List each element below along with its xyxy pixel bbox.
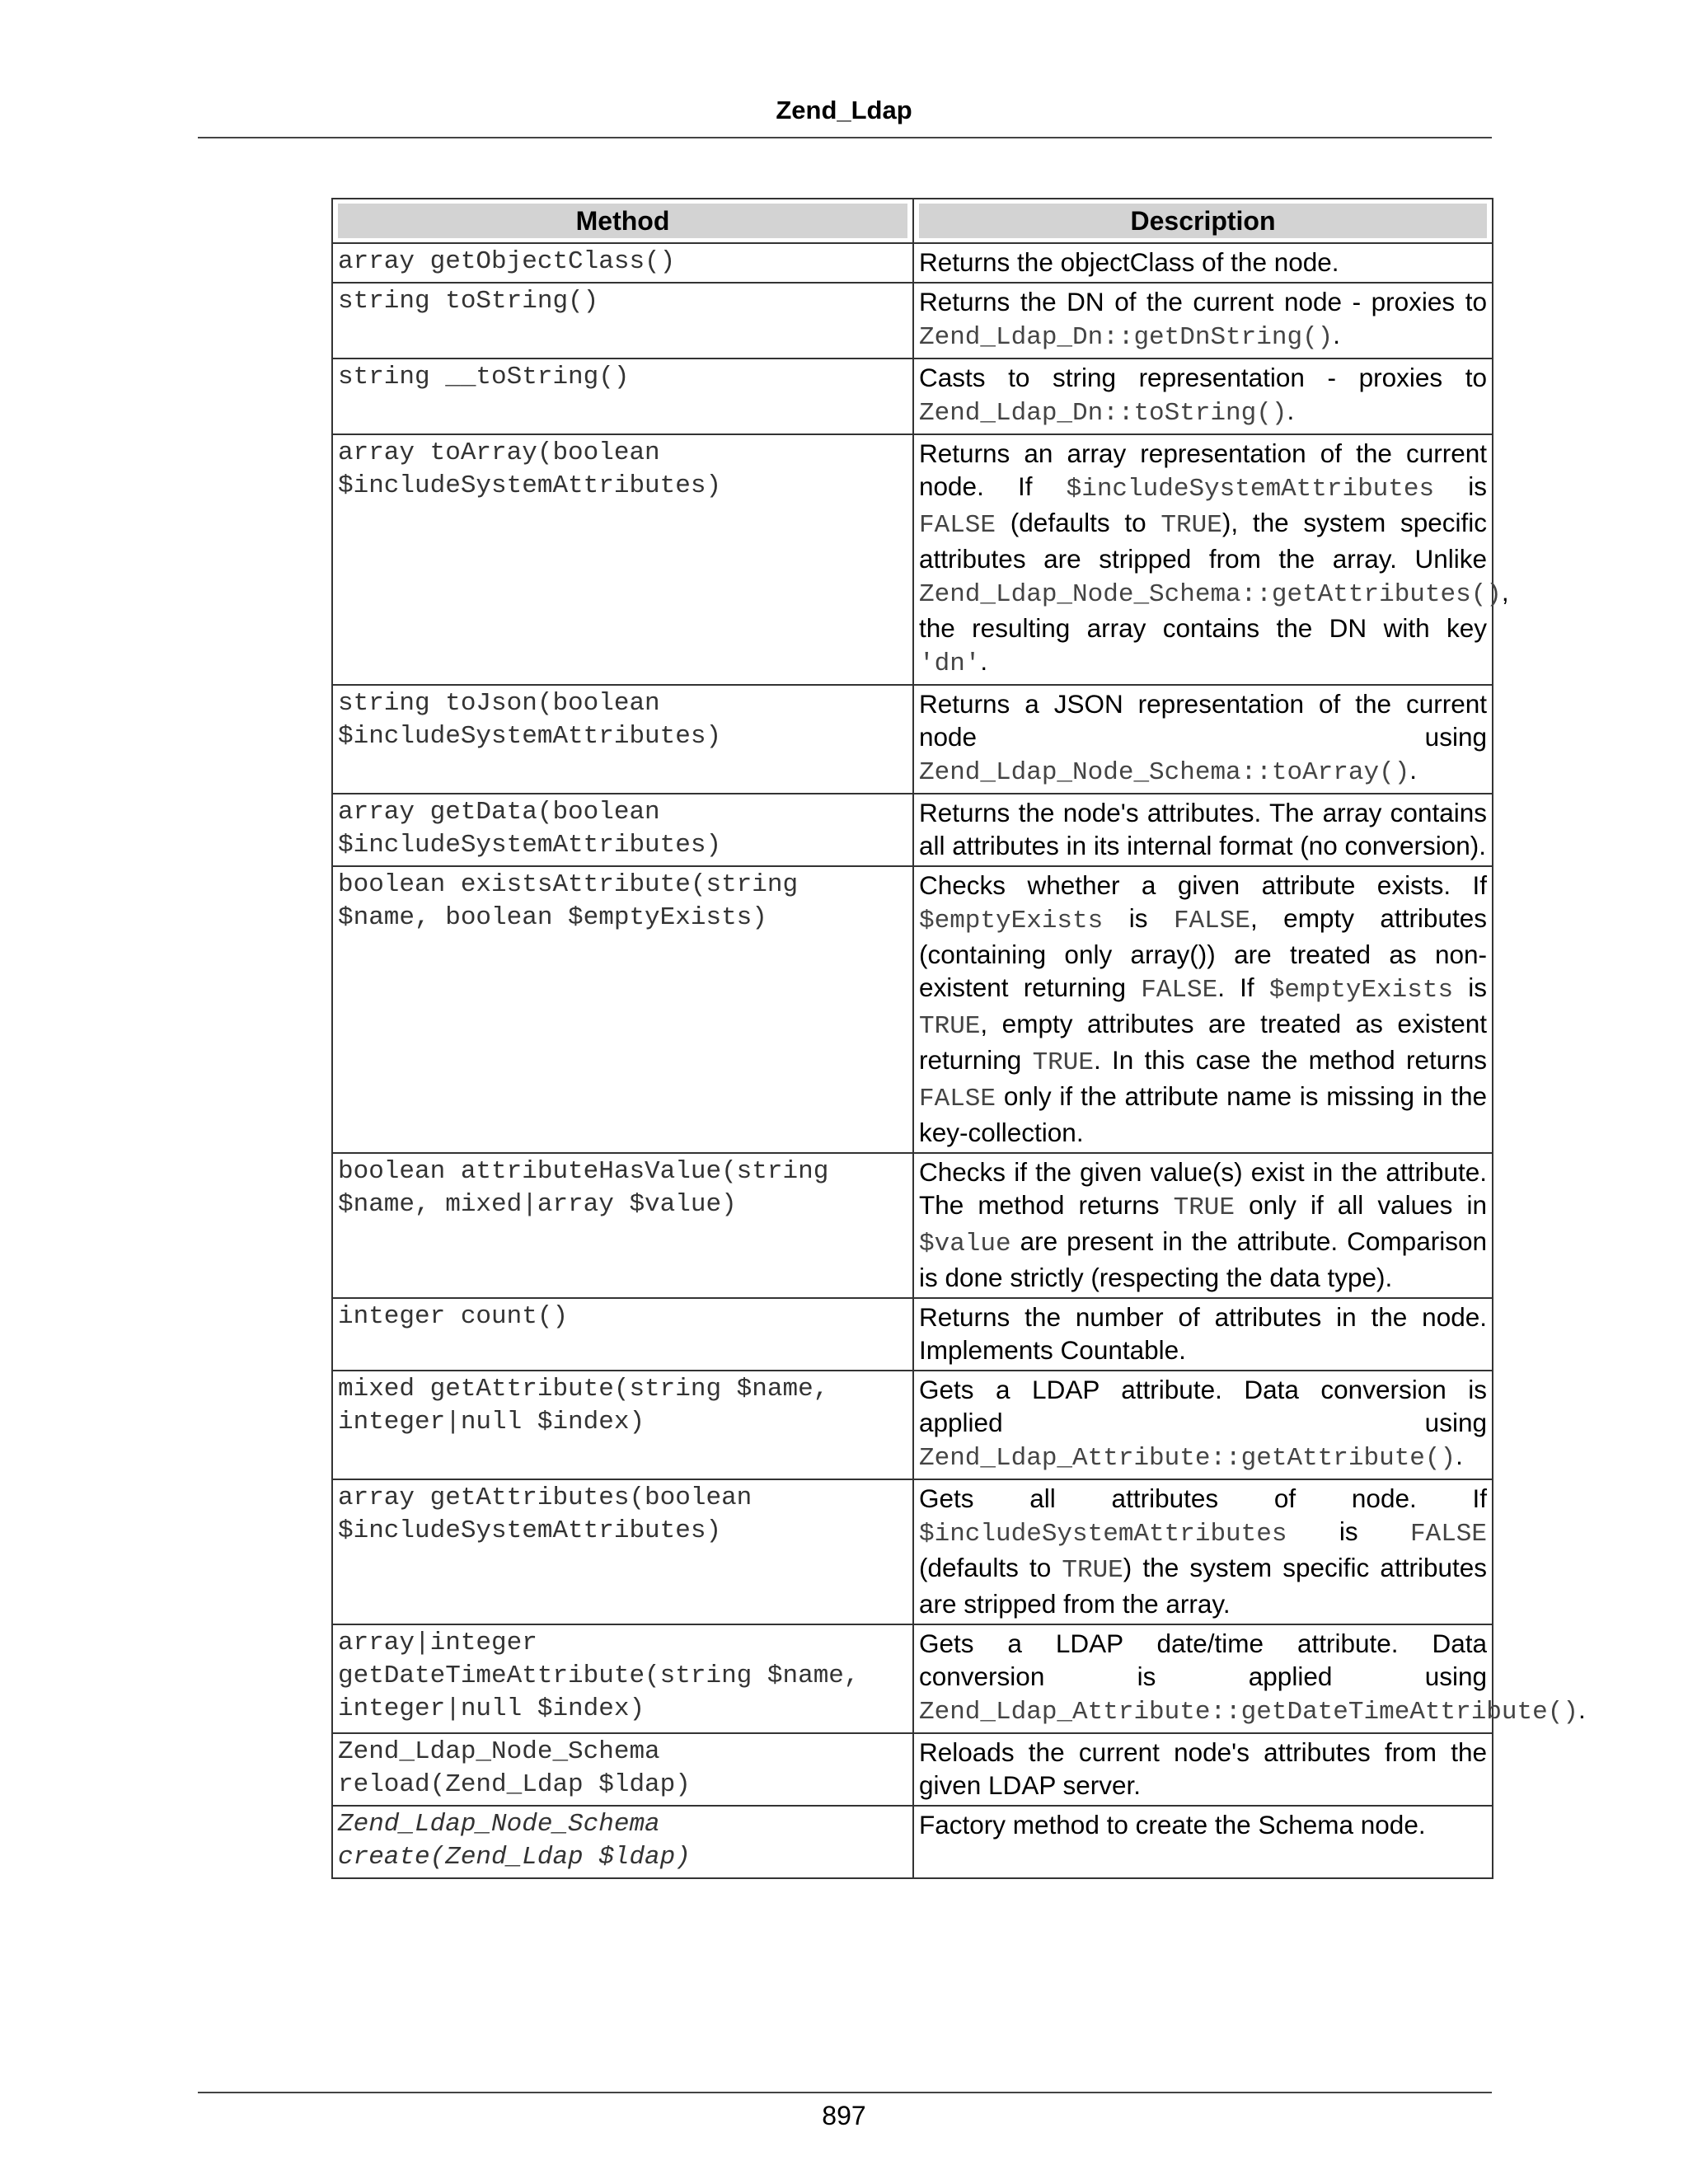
description-text: Returns the DN of the current node - proxies to — [919, 287, 1487, 316]
inline-code: TRUE — [1160, 511, 1222, 540]
description-text: (defaults to — [996, 508, 1161, 537]
table-row — [332, 243, 1493, 283]
method-signature-cell — [332, 1624, 913, 1733]
method-description-cell — [913, 1733, 1493, 1806]
inline-code: Zend_Ldap_Node_Schema::toArray() — [919, 758, 1410, 787]
description-text: are present in the attribute. Comparison is done strictly (respecting the data type). — [919, 1226, 1487, 1292]
method-signature-cell — [332, 283, 913, 359]
method-signature-line: $includeSystemAttributes) — [338, 471, 722, 500]
description-text: Casts to string representation - proxies to — [919, 363, 1487, 392]
table-row — [332, 1479, 1493, 1624]
table-row — [332, 1371, 1493, 1479]
method-signature-line: $includeSystemAttributes) — [338, 1516, 722, 1545]
method-signature-cell — [332, 794, 913, 866]
description-text: . In this case the method returns — [1094, 1045, 1487, 1075]
inline-code: Zend_Ldap_Dn::toString() — [919, 399, 1287, 428]
inline-code: $includeSystemAttributes — [919, 1520, 1287, 1549]
inline-code: Zend_Ldap_Node_Schema::getAttributes() — [919, 580, 1502, 609]
table-row — [332, 794, 1493, 866]
method-signature-line: array getAttributes(boolean — [338, 1483, 753, 1512]
method-description-cell — [913, 1806, 1493, 1878]
description-text: Returns the objectClass of the node. — [919, 247, 1339, 277]
column-header-method-label: Method — [338, 204, 907, 238]
inline-code: FALSE — [1173, 907, 1250, 935]
method-signature-cell — [332, 1733, 913, 1806]
description-text: Returns a JSON representation of the current node using — [919, 689, 1487, 752]
description-text: (defaults to — [919, 1553, 1062, 1582]
column-header-method — [332, 199, 913, 243]
method-signature-line: array|integer — [338, 1629, 537, 1657]
method-signature-line: mixed getAttribute(string $name, — [338, 1375, 829, 1404]
method-description-cell — [913, 794, 1493, 866]
table-row — [332, 685, 1493, 794]
description-text: ) the system specific attributes are stripped from the array. — [919, 1553, 1487, 1619]
inline-code: TRUE — [1173, 1193, 1236, 1222]
description-text: . — [1578, 1694, 1586, 1724]
method-description-cell — [913, 1624, 1586, 1733]
method-description-cell — [913, 359, 1493, 434]
table-row — [332, 1733, 1493, 1806]
footer-divider — [198, 2092, 1492, 2093]
method-signature-line: array getObjectClass() — [338, 247, 676, 276]
inline-code: $includeSystemAttributes — [1066, 475, 1435, 504]
inline-code: $emptyExists — [919, 907, 1104, 935]
method-signature-line: create(Zend_Ldap $ldap) — [338, 1843, 691, 1872]
description-text: Gets a LDAP date/time attribute. Data conversion is applied using — [919, 1629, 1487, 1691]
method-signature-cell — [332, 359, 913, 434]
inline-code: FALSE — [919, 511, 996, 540]
method-signature-cell — [332, 243, 913, 283]
inline-code: FALSE — [1141, 976, 1218, 1005]
description-text: , the resulting array contains the DN with key — [919, 577, 1509, 643]
method-signature-line: integer count() — [338, 1302, 569, 1331]
method-signature-cell — [332, 1371, 913, 1479]
methods-table — [331, 198, 1586, 1879]
description-text: Reloads the current node's attributes from the given LDAP server. — [919, 1737, 1487, 1800]
table-header-row — [332, 199, 1493, 243]
method-signature-line: string __toString() — [338, 363, 630, 391]
method-description-cell — [913, 434, 1509, 685]
method-signature-cell — [332, 1806, 913, 1878]
inline-code: TRUE — [1032, 1048, 1094, 1077]
method-signature-line: Zend_Ldap_Node_Schema — [338, 1810, 660, 1839]
method-signature-line: string toString() — [338, 287, 599, 316]
page-header-title: Zend_Ldap — [776, 96, 912, 124]
inline-code: FALSE — [1409, 1520, 1487, 1549]
method-signature-line: integer|null $index) — [338, 1408, 645, 1436]
description-text: Gets all attributes of node. If — [919, 1483, 1487, 1513]
table-row — [332, 283, 1493, 359]
method-description-cell — [913, 1298, 1493, 1371]
column-header-description — [913, 199, 1493, 243]
method-description-cell — [913, 243, 1493, 283]
description-text: . — [980, 646, 988, 676]
inline-code: Zend_Ldap_Dn::getDnString() — [919, 323, 1334, 352]
method-signature-line: getDateTimeAttribute(string $name, — [338, 1661, 860, 1690]
header-divider — [198, 137, 1492, 138]
table-row — [332, 1624, 1493, 1733]
inline-code: TRUE — [1062, 1556, 1123, 1585]
method-signature-line: boolean existsAttribute(string — [338, 870, 799, 899]
method-signature-line: $includeSystemAttributes) — [338, 831, 722, 860]
description-text: . — [1287, 396, 1295, 425]
description-text: only if all values in — [1235, 1190, 1487, 1220]
method-signature-cell — [332, 1153, 913, 1298]
method-signature-cell — [332, 1298, 913, 1371]
inline-code: 'dn' — [919, 649, 981, 678]
method-signature-line: Zend_Ldap_Node_Schema — [338, 1737, 660, 1766]
table-row — [332, 359, 1493, 434]
description-text: Returns the number of attributes in the node. Implements Countable. — [919, 1302, 1487, 1365]
method-description-cell — [913, 283, 1493, 359]
method-description-cell — [913, 1479, 1493, 1624]
inline-code: FALSE — [919, 1085, 996, 1113]
table-row — [332, 434, 1493, 685]
method-signature-cell — [332, 685, 913, 794]
method-signature-line: reload(Zend_Ldap $ldap) — [338, 1770, 691, 1799]
table-row — [332, 866, 1493, 1153]
inline-code: Zend_Ldap_Attribute::getDateTimeAttribute() — [919, 1698, 1578, 1727]
description-text: Checks if the given value(s) exist in the attribute. The method returns — [919, 1157, 1487, 1220]
description-text: , empty attributes are treated as existent returning — [919, 1009, 1487, 1075]
method-signature-line: array getData(boolean — [338, 798, 660, 827]
table-row — [332, 1153, 1493, 1298]
description-text: only if the attribute name is missing in the key-collection. — [919, 1081, 1487, 1147]
inline-code: $emptyExists — [1268, 976, 1454, 1005]
method-signature-line: array toArray(boolean — [338, 438, 660, 467]
inline-code: $value — [919, 1230, 1011, 1258]
table-row — [332, 1298, 1493, 1371]
description-text: , empty attributes (containing only array()) are treated as non-existent returning — [919, 903, 1487, 1002]
method-description-cell — [913, 866, 1493, 1153]
description-text: is — [1287, 1516, 1410, 1546]
description-text: is — [1103, 903, 1174, 933]
description-text: . — [1333, 320, 1341, 349]
method-signature-line: $name, boolean $emptyExists) — [338, 903, 767, 932]
description-text: Gets a LDAP attribute. Data conversion is applied using — [919, 1375, 1487, 1437]
description-text: Checks whether a given attribute exists. If — [919, 870, 1487, 900]
inline-code: TRUE — [919, 1012, 981, 1041]
method-signature-line: $includeSystemAttributes) — [338, 722, 722, 751]
inline-code: Zend_Ldap_Attribute::getAttribute() — [919, 1444, 1456, 1473]
description-text: is — [1434, 471, 1487, 501]
description-text: Returns the node's attributes. The array contains all attributes in its internal format (no conversion). — [919, 798, 1487, 860]
method-description-cell — [913, 1371, 1493, 1479]
method-signature-line: boolean attributeHasValue(string — [338, 1157, 829, 1186]
description-text: . — [1456, 1441, 1463, 1470]
column-header-description-label: Description — [919, 204, 1487, 238]
page-number: 897 — [822, 2101, 866, 2130]
description-text: Returns an array representation of the current node. If — [919, 438, 1487, 501]
method-signature-cell — [332, 434, 913, 685]
method-signature-line: integer|null $index) — [338, 1694, 645, 1723]
description-text: . If — [1217, 972, 1269, 1002]
method-signature-line: string toJson(boolean — [338, 689, 660, 718]
description-text: . — [1409, 755, 1418, 785]
description-text: Factory method to create the Schema node. — [919, 1810, 1426, 1840]
method-signature-line: $name, mixed|array $value) — [338, 1190, 737, 1219]
table-row — [332, 1806, 1493, 1878]
description-text: ), the system specific attributes are stripped from the array. Unlike — [919, 508, 1487, 574]
method-description-cell — [913, 1153, 1493, 1298]
method-description-cell — [913, 685, 1493, 794]
method-signature-cell — [332, 1479, 913, 1624]
method-signature-cell — [332, 866, 913, 1153]
description-text: is — [1453, 972, 1487, 1002]
